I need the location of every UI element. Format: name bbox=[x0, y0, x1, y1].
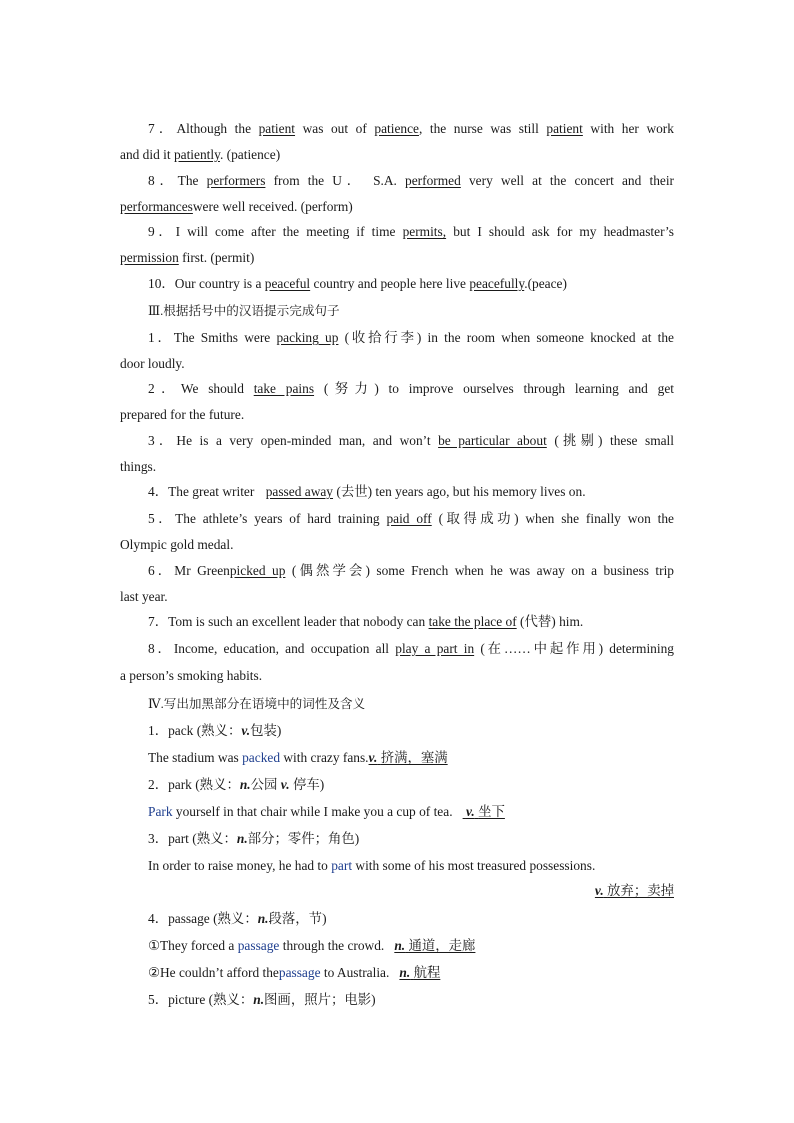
q2-8-line1 bbox=[148, 172, 674, 190]
answer: paid off bbox=[386, 511, 432, 526]
text: 8．The bbox=[148, 173, 199, 188]
answer: take pains bbox=[253, 381, 315, 396]
answer: play a part in bbox=[395, 641, 475, 656]
word-2-head bbox=[148, 776, 324, 794]
answer: permits, bbox=[402, 224, 447, 239]
text: 图画，照片；电影) bbox=[264, 992, 376, 1007]
answer: n. 航程 bbox=[399, 965, 441, 980]
word-3-sentence bbox=[148, 857, 595, 875]
text: (挑剔) these small bbox=[554, 433, 675, 448]
text: , the nurse was still bbox=[418, 121, 539, 136]
q2-7-line2 bbox=[120, 146, 280, 164]
pos-label: n. bbox=[236, 831, 248, 846]
text: 8．Income, education, and occupation all bbox=[148, 641, 390, 656]
text: 段落，节) bbox=[268, 911, 327, 926]
answer: v. 坐下 bbox=[465, 804, 505, 819]
text: 4．The great writer bbox=[148, 484, 255, 499]
text: 停车) bbox=[292, 777, 325, 792]
text: 1．pack (熟义： bbox=[148, 723, 242, 738]
answer: patience bbox=[374, 121, 419, 136]
text: to Australia. bbox=[323, 965, 390, 980]
word-3-answer bbox=[595, 882, 674, 900]
pos-label: n. bbox=[253, 992, 265, 1007]
text: (代替) him. bbox=[520, 614, 584, 629]
word-2-sentence bbox=[148, 803, 505, 821]
q3-1-line2: door loudly. bbox=[120, 356, 185, 371]
answer: passed away bbox=[265, 484, 334, 499]
answer: patient bbox=[258, 121, 296, 136]
q3-8-line2: a person’s smoking habits. bbox=[120, 668, 263, 683]
text: 公园 bbox=[250, 777, 278, 792]
word-1-head bbox=[148, 722, 281, 740]
text: ②He couldn’t afford the bbox=[148, 965, 279, 980]
answer: performances bbox=[120, 199, 193, 214]
q3-6-line1 bbox=[148, 562, 674, 580]
text: with crazy fans. bbox=[283, 750, 369, 765]
pos-label: n. bbox=[257, 911, 269, 926]
q3-5-line2: Olympic gold medal. bbox=[120, 537, 234, 552]
text: The stadium was bbox=[148, 750, 239, 765]
word-3-head bbox=[148, 830, 359, 848]
q3-8-line1 bbox=[148, 640, 674, 658]
text: 1．The Smiths were bbox=[148, 330, 271, 345]
q2-8-line2 bbox=[120, 198, 353, 216]
text: country and people here live bbox=[313, 276, 466, 291]
q3-6-line2: last year. bbox=[120, 589, 168, 604]
text: (努力) to improve ourselves through learning and get bbox=[323, 381, 674, 396]
answer: picked up bbox=[229, 563, 286, 578]
text: (去世) ten years ago, but his memory lives on. bbox=[336, 484, 586, 499]
text: (偶然学会) some French when he was away on a business trip bbox=[291, 563, 674, 578]
text: (取得成功) when she finally won the bbox=[438, 511, 674, 526]
text: 5．The athlete’s years of hard training bbox=[148, 511, 380, 526]
text: 6．Mr Green bbox=[148, 563, 230, 578]
text: 部分；零件；角色) bbox=[247, 831, 360, 846]
section-3-title: Ⅲ.根据括号中的汉语提示完成句子 bbox=[148, 304, 340, 318]
answer: be particular about bbox=[438, 433, 547, 448]
pos-label: n. bbox=[239, 777, 251, 792]
text: . (patience) bbox=[219, 147, 281, 162]
highlighted-word: passage bbox=[237, 938, 280, 953]
answer: performers bbox=[206, 173, 266, 188]
text: 9．I will come after the meeting if time bbox=[148, 224, 396, 239]
highlighted-word: packed bbox=[242, 750, 281, 765]
text: 3．part (熟义： bbox=[148, 831, 237, 846]
highlighted-word: passage bbox=[278, 965, 321, 980]
text: first. (permit) bbox=[182, 250, 255, 265]
text: 2．We should bbox=[148, 381, 244, 396]
answer: v. 挤满，塞满 bbox=[368, 750, 448, 765]
word-1-sentence bbox=[148, 749, 448, 767]
text: but I should ask for my headmaster’s bbox=[453, 224, 674, 239]
pos-label: v. bbox=[241, 723, 251, 738]
text: .(peace) bbox=[524, 276, 567, 291]
text: 5．picture (熟义： bbox=[148, 992, 254, 1007]
text: was out of bbox=[302, 121, 367, 136]
highlighted-word: Park bbox=[148, 804, 173, 819]
answer: packing up bbox=[276, 330, 339, 345]
text: 7．Tom is such an excellent leader that nobody can bbox=[148, 614, 426, 629]
q3-3-line2: things. bbox=[120, 459, 157, 474]
answer: patiently bbox=[173, 147, 220, 162]
answer: peaceful bbox=[264, 276, 311, 291]
answer: take the place of bbox=[428, 614, 517, 629]
answer: patient bbox=[546, 121, 583, 136]
text: 10．Our country is a bbox=[148, 276, 262, 291]
q3-5-line1 bbox=[148, 510, 674, 528]
q3-7 bbox=[148, 613, 583, 631]
text: (收拾行李) in the room when someone knocked at the bbox=[344, 330, 674, 345]
q3-1-line1 bbox=[148, 329, 674, 347]
text: ①They forced a bbox=[148, 938, 235, 953]
answer: permission bbox=[120, 250, 179, 265]
text: were well received. (perform) bbox=[192, 199, 353, 214]
q3-2-line1 bbox=[148, 380, 674, 398]
text: 7．Although the bbox=[148, 121, 252, 136]
q2-10 bbox=[148, 275, 567, 293]
text: with her work bbox=[590, 121, 674, 136]
q2-7-line1 bbox=[148, 120, 674, 138]
text: from the U． S.A. bbox=[273, 173, 397, 188]
answer: peacefully bbox=[469, 276, 525, 291]
word-4-sentence-2 bbox=[148, 964, 440, 982]
text: 2．park (熟义： bbox=[148, 777, 240, 792]
text: In order to raise money, he had to bbox=[148, 858, 328, 873]
q2-9-line1 bbox=[148, 223, 674, 241]
q3-2-line2: prepared for the future. bbox=[120, 407, 245, 422]
text: 3．He is a very open-minded man, and won’t bbox=[148, 433, 431, 448]
text: very well at the concert and their bbox=[468, 173, 675, 188]
answer: n. 通道，走廊 bbox=[394, 938, 476, 953]
text: (在……中起作用) determining bbox=[480, 641, 674, 656]
pos-label: v. bbox=[280, 777, 290, 792]
text: yourself in that chair while I make you a cup of tea. bbox=[175, 804, 453, 819]
answer: v. 放弃；卖掉 bbox=[594, 883, 674, 898]
highlighted-word: part bbox=[331, 858, 353, 873]
section-4-title: Ⅳ.写出加黑部分在语境中的词性及含义 bbox=[148, 697, 366, 711]
word-5-head bbox=[148, 991, 376, 1009]
word-4-head bbox=[148, 910, 327, 928]
text: through the crowd. bbox=[282, 938, 385, 953]
q2-9-line2 bbox=[120, 249, 254, 267]
q3-4 bbox=[148, 483, 586, 501]
q3-3-line1 bbox=[148, 432, 674, 450]
text: and did it bbox=[120, 147, 171, 162]
answer: performed bbox=[405, 173, 461, 188]
text: with some of his most treasured possessions. bbox=[355, 858, 596, 873]
text: 包装) bbox=[250, 723, 282, 738]
word-4-sentence-1 bbox=[148, 937, 475, 955]
text: 4．passage (熟义： bbox=[148, 911, 258, 926]
